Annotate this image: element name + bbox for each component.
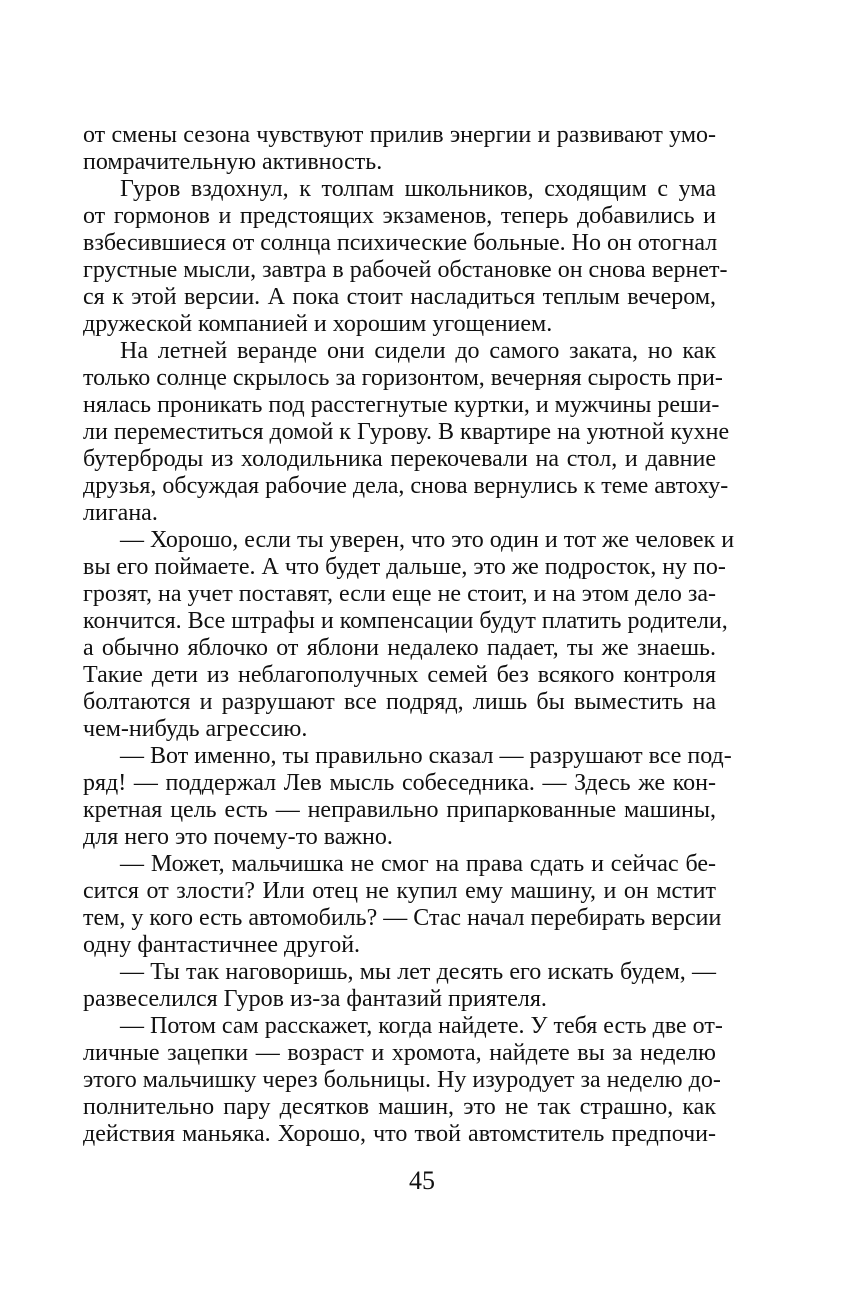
- text-line: от смены сезона чувствуют прилив энергии и развивают умо-: [83, 122, 716, 148]
- text-line: кончится. Все штрафы и компенсации будут платить родители,: [83, 608, 728, 634]
- text-line: полнительно пару десятков машин, это не так страшно, как: [83, 1094, 716, 1120]
- text-line: дружеской компанией и хорошим угощением.: [83, 311, 553, 337]
- paragraph: [83, 851, 722, 959]
- text-line: — Может, мальчишка не смог на права сдать и сейчас бе-: [120, 851, 716, 877]
- text-line: помрачительную активность.: [83, 149, 383, 175]
- paragraph: [83, 743, 732, 851]
- text-line: действия маньяка. Хорошо, что твой автомститель предпочи-: [83, 1121, 716, 1147]
- text-line: для него это почему-то важно.: [83, 824, 393, 850]
- text-line: сится от злости? Или отец не купил ему машину, и он мстит: [83, 878, 716, 904]
- paragraph: [83, 959, 716, 1013]
- text-line: ли переместиться домой к Гурову. В квартире на уютной кухне: [83, 419, 730, 445]
- text-line: развеселился Гуров из-за фантазий приятеля.: [83, 986, 547, 1012]
- text-line: одну фантастичнее другой.: [83, 932, 361, 958]
- text-line: грозят, на учет поставят, если еще не стоит, и на этом дело за-: [83, 581, 716, 607]
- text-line: ся к этой версии. А пока стоит насладиться теплым вечером,: [83, 284, 716, 310]
- text-line: — Вот именно, ты правильно сказал — разрушают все под-: [120, 743, 732, 769]
- text-line: ряд! — поддержал Лев мысль собеседника. — Здесь же кон-: [83, 770, 716, 796]
- text-line: взбесившиеся от солнца психические больные. Но он отогнал: [83, 230, 718, 256]
- paragraph: [83, 122, 716, 176]
- text-line: только солнце скрылось за горизонтом, вечерняя сырость при-: [83, 365, 723, 391]
- text-line: бутерброды из холодильника перекочевали на стол, и давние: [83, 446, 716, 472]
- text-line: нялась проникать под расстегнутые куртки, и мужчины реши-: [83, 392, 720, 418]
- page-number: 45: [409, 1166, 435, 1195]
- text-line: личные зацепки — возраст и хромота, найдете вы за неделю: [83, 1040, 716, 1066]
- text-line: этого мальчишку через больницы. Ну изуродует за неделю до-: [83, 1067, 721, 1093]
- text-line: Гуров вздохнул, к толпам школьников, сходящим с ума: [120, 176, 716, 202]
- paragraph: [83, 338, 730, 527]
- page-body: [83, 122, 735, 1148]
- text-line: друзья, обсуждая рабочие дела, снова вернулись к теме автоху-: [83, 473, 729, 499]
- text-line: грустные мысли, завтра в рабочей обстановке он снова вернет-: [83, 257, 728, 283]
- text-line: кретная цель есть — неправильно припаркованные машины,: [83, 797, 716, 823]
- paragraph: [83, 1013, 723, 1148]
- text-line: На летней веранде они сидели до самого заката, но как: [120, 338, 716, 364]
- text-line: лигана.: [83, 500, 158, 526]
- text-line: Такие дети из неблагополучных семей без всякого контроля: [83, 662, 716, 688]
- paragraph: [83, 176, 728, 338]
- text-line: а обычно яблочко от яблони недалеко падает, ты же знаешь.: [83, 635, 716, 661]
- text-line: — Хорошо, если ты уверен, что это один и тот же человек и: [120, 527, 735, 553]
- text-line: чем-нибудь агрессию.: [83, 716, 308, 742]
- text-line: вы его поймаете. А что будет дальше, это же подросток, ну по-: [83, 554, 726, 580]
- text-line: — Потом сам расскажет, когда найдете. У тебя есть две от-: [120, 1013, 723, 1039]
- text-line: от гормонов и предстоящих экзаменов, теперь добавились и: [83, 203, 716, 229]
- text-line: — Ты так наговоришь, мы лет десять его искать будем, —: [120, 959, 716, 985]
- paragraph: [83, 527, 735, 743]
- text-line: тем, у кого есть автомобиль? — Стас начал перебирать версии: [83, 905, 722, 931]
- text-line: болтаются и разрушают все подряд, лишь бы выместить на: [83, 689, 716, 715]
